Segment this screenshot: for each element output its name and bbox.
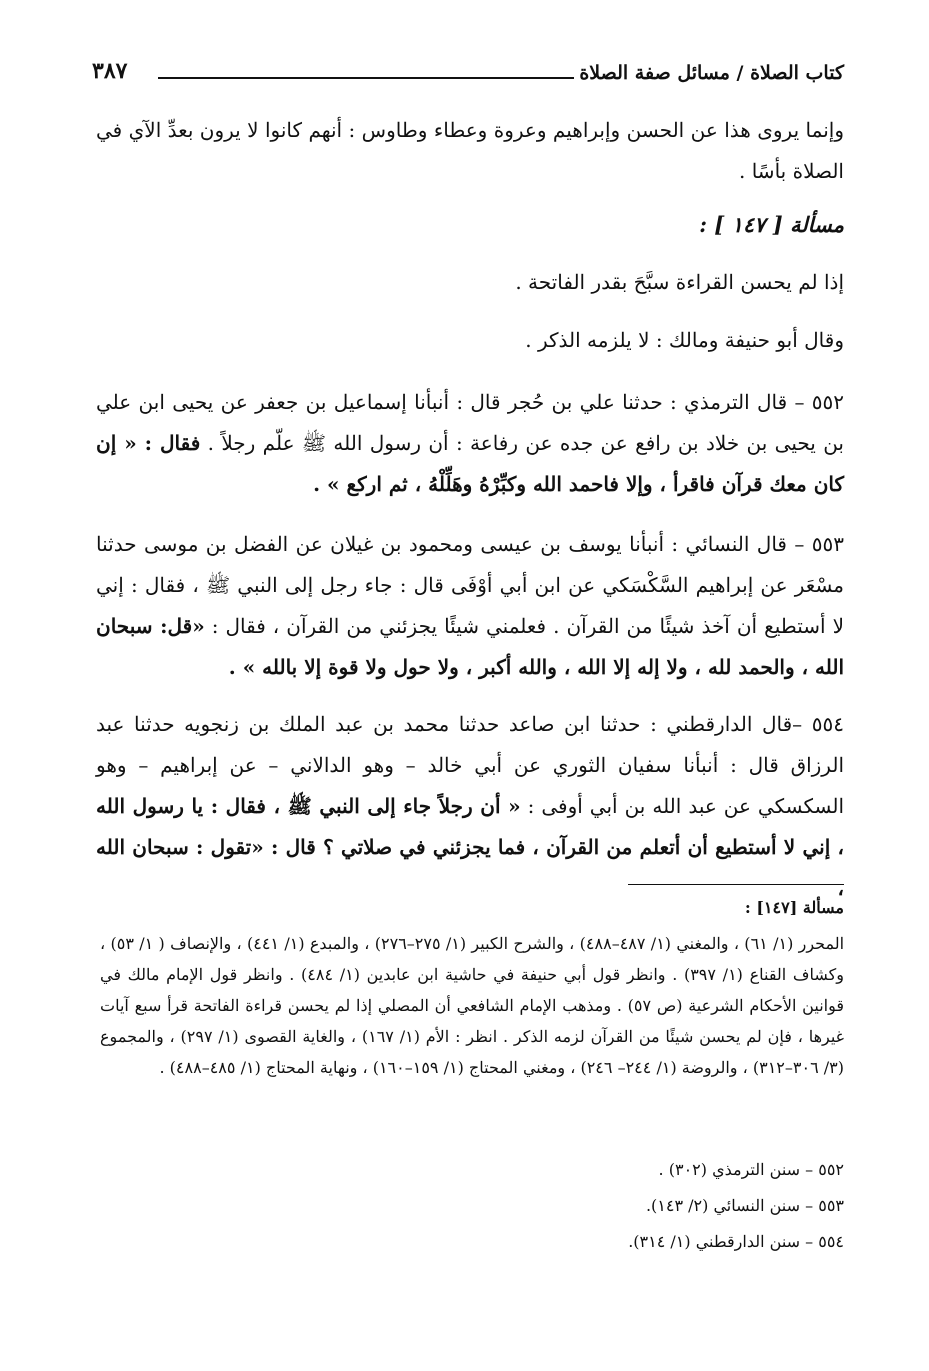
intro-paragraph: وإنما يروى هذا عن الحسن وإبراهيم وعروة وعطاء وطاوس : أنهم كانوا لا يرون بعدِّ الآي في الصلاة بأسًا .	[96, 118, 844, 183]
footnote-divider	[628, 884, 844, 885]
hadith-553-text: ٥٥٣ – قال النسائي : أنبأنا يوسف بن عيسى ومحمود بن غيلان عن الفضل بن موسى حدثنا مسْعَر عن إبراهيم السَّكْسَكي عن ابن أبي أوْفَى قال : جاء رجل إلى النبي ﷺ ، فقال : إني لا أستطيع أن آخذ شيئًا من القرآن . فعلمني شيئًا يجزئني من القرآن ، فقال :	[96, 532, 844, 638]
masala-line-2: وقال أبو حنيفة ومالك : لا يلزمه الذكر .	[525, 328, 844, 352]
footnote-ref-552: ٥٥٢ – سنن الترمذي (٣٠٢) .	[658, 1160, 844, 1179]
hadith-552	[96, 382, 844, 505]
header-rule	[158, 77, 574, 79]
hadith-554-quote: « أن رجلاً جاء إلى النبي ﷺ ، فقال : يا رسول الله ، إني لا أستطيع أن أتعلم من القرآن ، فما يجزئني في صلاتي ؟ قال : «تقول : سبحان الله ،	[96, 794, 844, 900]
hadith-553-quote: «قل: سبحان الله ، والحمد لله ، ولا إله إلا الله ، والله أكبر ، ولا حول ولا قوة إلا بالله » .	[96, 614, 844, 679]
footnote-ref-553: ٥٥٣ – سنن النسائي (٢/ ١٤٣).	[645, 1196, 844, 1215]
footnote-heading: مسألة [١٤٧] :	[744, 898, 844, 917]
footnote-body: المحرر (١/ ٦١) ، والمغني (١/ ٤٨٧–٤٨٨) ، والشرح الكبير (١/ ٢٧٥–٢٧٦) ، والمبدع (١/ ٤٤١) ، والإنصاف ( ١/ ٥٣) ، وكشاف القناع (١/ ٣٩٧) . وانظر قول أبي حنيفة في حاشية ابن عابدين (١/ ٤٨٤) . وانظر قول الإمام مالك في قوانين الأحكام الشرعية (ص ٥٧) . ومذهب الإمام الشافعي أن المصلي إذا لم يحسن قراءة الفاتحة قرأ سبع آيات غيرها ، فإن لم يحسن شيئًا من القرآن لزمه الذكر . انظر : الأم (١/ ١٦٧) ، والغاية القصوى (١/ ٢٩٧) ، والمجموع (٣/ ٣٠٦–٣١٢) ، والروضة (١/ ٢٤٤– ٢٤٦) ، ومغني المحتاج (١/ ١٥٩–١٦٠) ، ونهاية المحتاج (١/ ٤٨٥–٤٨٨) .	[100, 934, 845, 1077]
page-number: ٣٨٧	[92, 58, 128, 84]
footnote-ref-554: ٥٥٤ – سنن الدارقطني (١/ ٣١٤).	[628, 1232, 844, 1251]
hadith-553	[96, 524, 844, 688]
hadith-552-quote: فقال : « إن كان معك قرآن فاقرأ ، وإلا فاحمد الله وكبِّرْهُ وهَلِّلْهُ ، ثم اركع » .	[96, 431, 844, 496]
hadith-552-text: ٥٥٢ – قال الترمذي : حدثنا علي بن حُجر قال : أنبأنا إسماعيل بن جعفر عن يحيى ابن علي بن يحيى بن خلاد بن رافع عن جده عن رفاعة : أن رسول الله ﷺ علّم رجلاً .	[96, 390, 844, 455]
hadith-554	[96, 704, 844, 909]
masala-heading: مسألة [ ١٤٧ ] :	[699, 212, 844, 237]
hadith-554-text: ٥٥٤ –قال الدارقطني : حدثنا ابن صاعد حدثنا محمد بن عبد الملك بن زنجويه حدثنا عبد الرزاق قال : أنبأنا سفيان الثوري عن أبي خالد – وهو الدالاني – عن إبراهيم – وهو السكسكي عن عبد الله بن أبي أوفى :	[96, 712, 845, 818]
page-header	[92, 56, 844, 96]
running-title: كتاب الصلاة / مسائل صفة الصلاة	[579, 62, 844, 84]
masala-line-1: إذا لم يحسن القراءة سبَّحَ بقدر الفاتحة .	[515, 270, 844, 294]
